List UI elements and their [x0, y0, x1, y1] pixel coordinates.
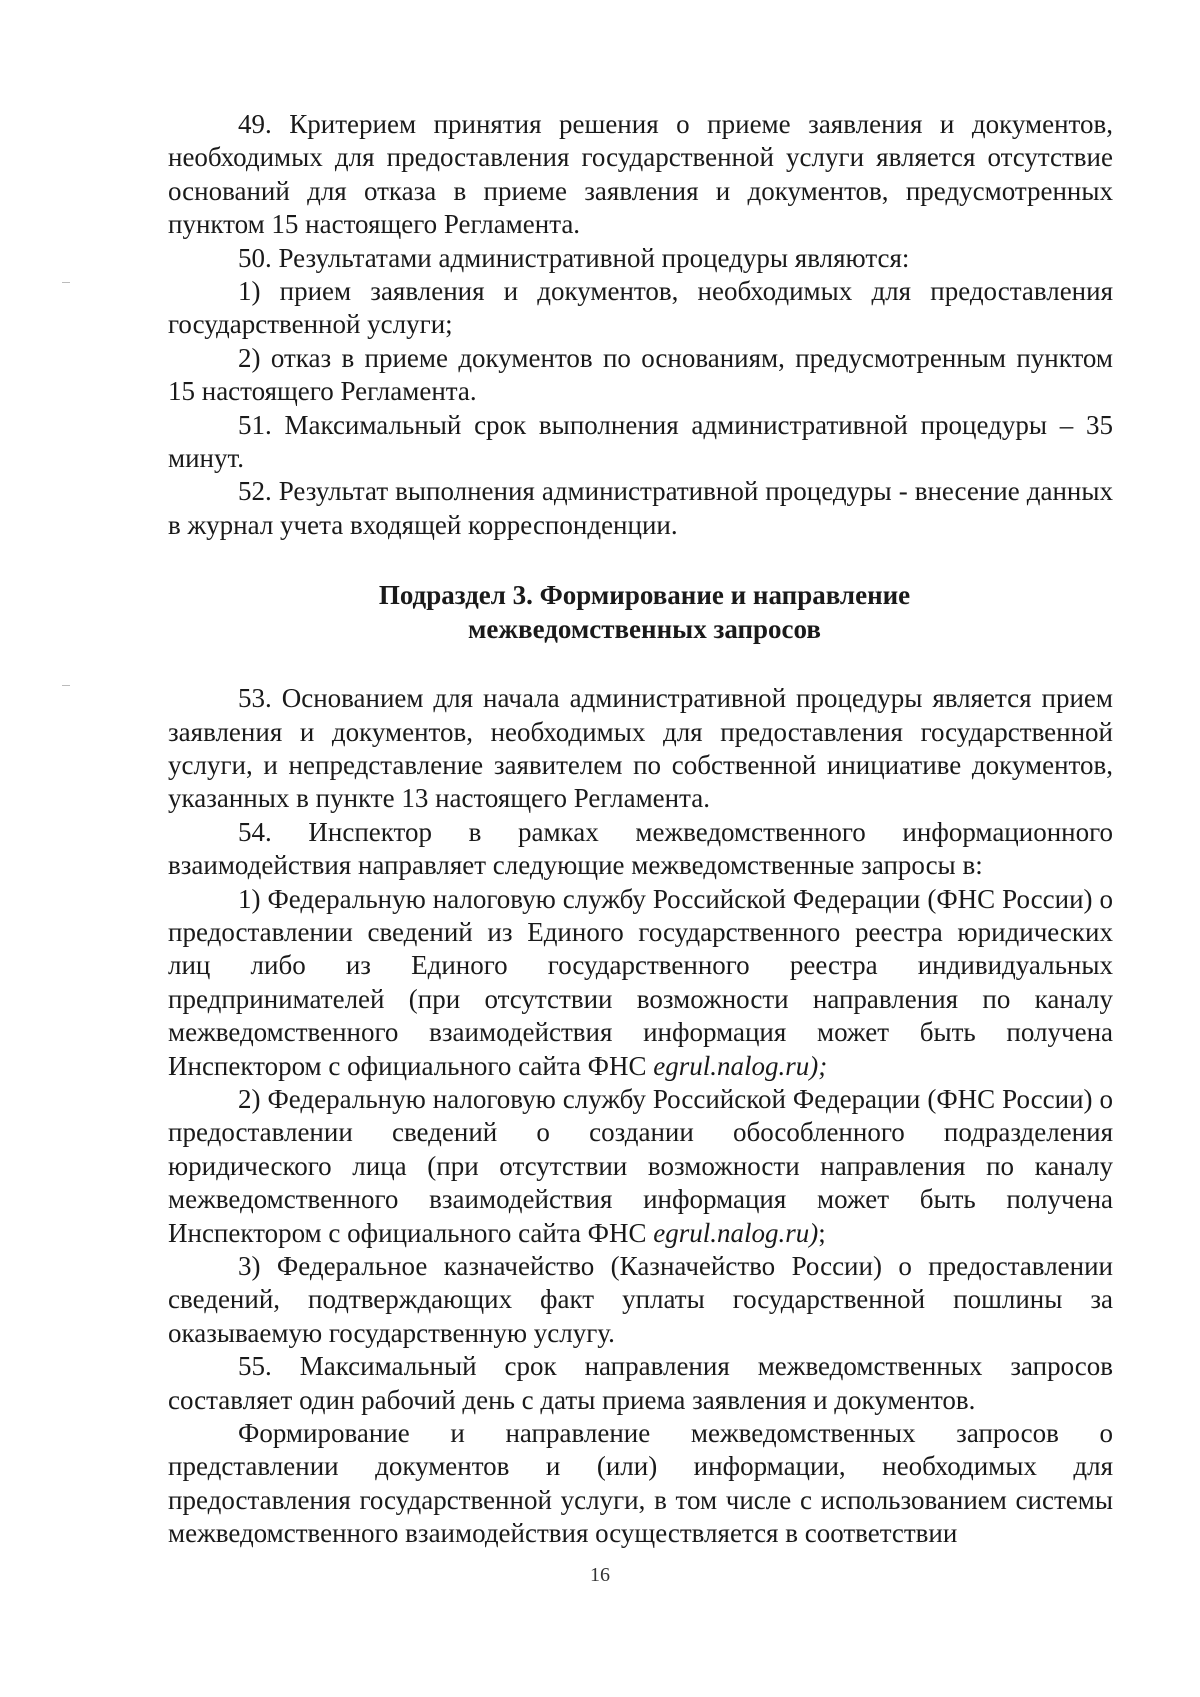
paragraph-54-item-2-end: ; [818, 1217, 826, 1248]
paragraph-54-item-3: 3) Федеральное казначейство (Казначейство России) о предоставлении сведений, подтверждающих факт уплаты государственной пошлины за оказываемую государственную услугу. [168, 1251, 1113, 1348]
subsection-heading [168, 579, 1113, 646]
paragraph-51: 51. Максимальный срок выполнения административной процедуры – 35 минут. [168, 409, 1113, 474]
fns-site-link-1: egrul.nalog.ru); [653, 1050, 828, 1081]
paragraph-54: 54. Инспектор в рамках межведомственного информационного взаимодействия направляет следующие межведомственные запросы в: [168, 816, 1113, 881]
paragraph-54-item-1 [168, 883, 1113, 1083]
paragraph-53: 53. Основанием для начала административной процедуры является прием заявления и документов, необходимых для предоставления государственной услуги, и непредставление заявителем по собственной инициативе документов, указанных в пункте 13 настоящего Регламента. [168, 683, 1113, 814]
fns-site-link-2: egrul.nalog.ru) [653, 1217, 819, 1248]
paragraph-55: 55. Максимальный срок направления межведомственных запросов составляет один рабочий день с даты приема заявления и документов. [168, 1351, 1113, 1415]
scan-artifact [62, 685, 70, 686]
subsection-heading-line-1: Подраздел 3. Формирование и направление [378, 580, 911, 611]
paragraph-50-item-2: 2) отказ в приеме документов по основаниям, предусмотренным пунктом 15 настоящего Регламента. [168, 342, 1113, 407]
paragraph-50: 50. Результатами административной процедуры являются: [238, 242, 910, 273]
paragraph-50-item-1: 1) прием заявления и документов, необходимых для предоставления государственной услуги; [168, 276, 1113, 340]
paragraph-49: 49. Критерием принятия решения о приеме заявления и документов, необходимых для предоставления государственной услуги является отсутствие оснований для отказа в приеме заявления и документов, предусмотренных пунктом 15 настоящего Регламента. [168, 109, 1113, 240]
document-page [168, 108, 1113, 1551]
paragraph-55-continuation: Формирование и направление межведомственных запросов о представлении документов и (или) информации, необходимых для предоставления государственной услуги, в том числе с использованием системы межведомственного взаимодействия осуществляется в соответствии [168, 1418, 1113, 1549]
subsection-heading-line-2: межведомственных запросов [468, 613, 821, 644]
page-number: 16 [590, 1564, 610, 1586]
paragraph-52: 52. Результат выполнения административной процедуры - внесение данных в журнал учета входящей корреспонденции. [168, 476, 1113, 540]
paragraph-54-item-1-text: 1) Федеральную налоговую службу Российской Федерации (ФНС России) о предоставлении сведений из Единого государственного реестра юридических лиц либо из Единого государственного реестра индивидуальных предпринимателей (при отсутствии возможности направления по каналу межведомственного взаимодействия информация может быть получена Инспектором с официального сайта ФНС [168, 883, 1113, 1081]
paragraph-54-item-2 [168, 1083, 1113, 1250]
scan-artifact [62, 282, 70, 283]
paragraph-54-item-2-text: 2) Федеральную налоговую службу Российской Федерации (ФНС России) о предоставлении сведений о создании обособленного подразделения юридического лица (при отсутствии возможности направления по каналу межведомственного взаимодействия информация может быть получена Инспектором с официального сайта ФНС [168, 1083, 1113, 1248]
